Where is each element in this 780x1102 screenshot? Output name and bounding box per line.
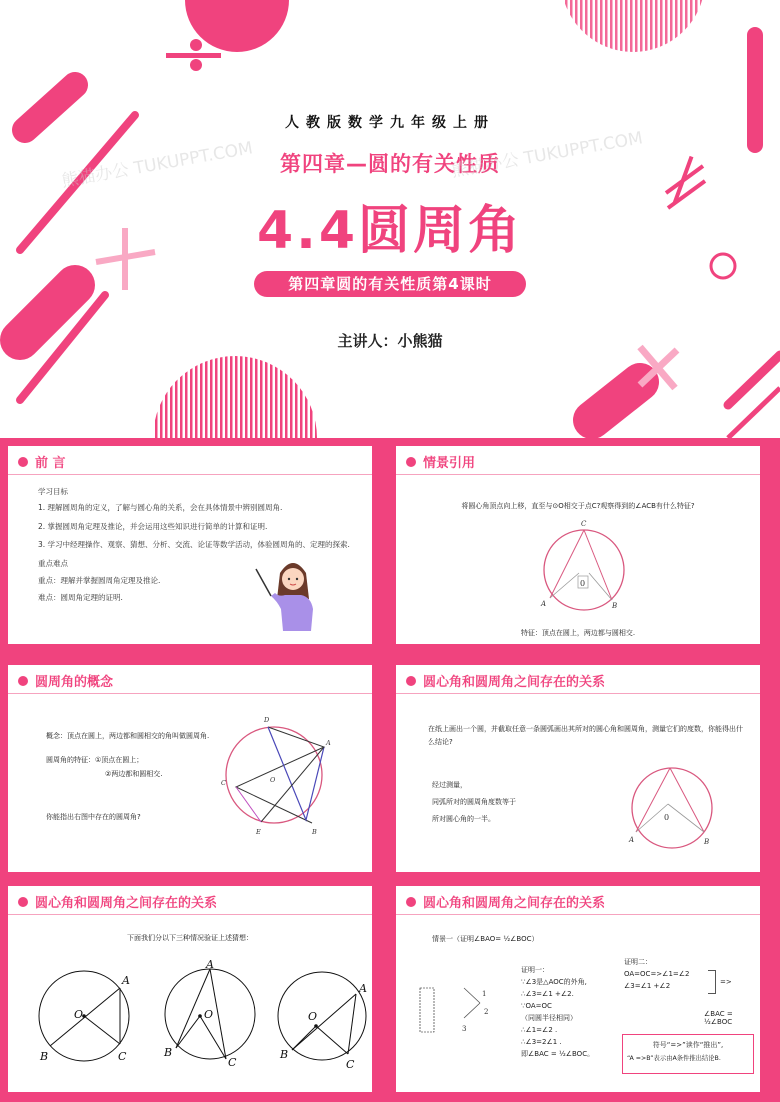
bullet-icon [18,457,28,467]
three-circle-diagrams [26,958,367,1074]
note-line: 符号“=>”读作“推出”, [652,1041,724,1049]
slide-proof [393,883,763,1095]
bullet-icon [406,897,416,907]
label-a: A [122,974,130,987]
title-divider [8,914,372,915]
label-c: C [118,1050,127,1063]
slide-title-text: 圆周角的概念 [35,675,114,690]
key-point: 重点：理解并掌握圆周角定理及推论. [38,576,161,585]
implies-arrow: => [720,978,732,986]
title-divider [8,474,372,475]
title-divider [396,693,760,694]
slide-concept [5,662,375,875]
label-o: 0 [664,813,670,822]
watermark: 熊猫办公 TUKUPPT.COM [60,138,255,192]
label-b: B [704,838,710,846]
goal-item: 2. 掌握圆周角定理及推论，并会运用这些知识进行简单的计算和证明. [38,522,268,531]
goal-item: 1. 理解圆周角的定义，了解与圆心角的关系，会在具体情景中辨别圆周角. [38,503,283,512]
bullet-icon [18,897,28,907]
feature-two: ②两边都和圆相交. [105,770,163,778]
result-line: 经过测量， [432,781,467,789]
proof-line: ∵OA=OC [521,1002,552,1010]
angle-number: 2 [484,1008,489,1016]
difficult-point: 难点：圆周角定理的证明. [38,593,123,602]
label-b: B [312,828,317,836]
proof-line: ∴∠1=∠2 . [521,1026,558,1034]
proof-line: ∠3=∠1 +∠2 [624,982,671,990]
cases-intro: 下面我们分以下三种情况验证上述猜想： [127,934,253,942]
measure-task: 在纸上画出一个圆，并截取任意一条圆弧画出其所对的圆心角和圆周角，测量它们的度数，你能得出什么结论? [428,725,743,746]
proof-line: ∵∠3是△AOC的外角, [521,978,587,986]
proof-line: 即∠BAC = ½∠BOC。 [521,1050,595,1058]
bullet-icon [406,676,416,686]
label-a: A [629,836,635,844]
label-a: A [206,958,214,971]
proof-one [521,964,594,1060]
scenario-feature: 特征：顶点在圆上，两边都与圆相交. [520,629,636,637]
case-heading: 情景一（证明∠BAO= ½∠BOC） [432,935,539,943]
proof-line: ∴∠3=∠1 +∠2. [521,990,574,998]
circle-angles-diagram [216,710,336,840]
slide-title [18,671,113,690]
slide-title [18,452,66,471]
label-b: B [280,1048,289,1061]
slide-title-text: 圆心角和圆周角之间存在的关系 [423,896,606,911]
cover-slide [0,0,780,438]
result-line: 同弧所对的圆周角度数等于 [432,798,516,806]
angle-number: 3 [462,1025,467,1033]
label-e: E [256,828,261,836]
label-c: C [346,1058,355,1071]
proof-line: 证明二： [624,958,652,966]
chapter-title: 第四章—圆的有关性质 [280,152,500,176]
proof-line: ∴∠3=2∠1 . [521,1038,562,1046]
slide-title [406,671,605,690]
title-divider [8,693,372,694]
series-label: 人教版数学九年级上册 [285,115,495,131]
proof-line: （同圆半径相同） [521,1014,577,1022]
feature-one: 圆周角的特征：①顶点在圆上； [46,756,144,764]
brace [708,970,716,994]
slide-title-text: 圆心角和圆周角之间存在的关系 [423,675,606,690]
slide-three-cases [5,883,375,1095]
proof-line: OA=OC=>∠1=∠2 [624,970,690,978]
teacher-illustration [253,551,323,636]
label-c: C [221,779,226,787]
concept-question: 你能指出右图中存在的圆周角? [46,813,141,821]
label-a: A [359,982,367,995]
angle-number: 1 [482,990,487,998]
bullet-icon [18,676,28,686]
lesson-badge: 第四章圆的有关性质第4课时 [254,271,526,297]
label-o: O [308,1010,318,1023]
scenario-question: 将圆心角顶点向上移，直至与⊙O相交于点C?观察得到的∠ACB有什么特征? [461,502,695,510]
slide-preface [5,443,375,647]
goals-heading: 学习目标 [38,487,68,496]
watermark: 熊猫办公 TUKUPPT.COM [450,128,645,182]
notation-box [622,1034,754,1074]
note-line: “A =>B”表示由A条件推出结论B. [627,1055,721,1062]
slide-title-text: 情景引用 [423,456,476,471]
label-c: C [581,520,587,528]
presenter: 主讲人：小熊猫 [337,332,443,350]
circle-diagram [536,518,636,618]
goal-item: 3. 学习中经理操作、观察、猜想、分析、交流、论证等数学活动，体验圆周角的、定理的探索. [38,540,350,549]
bullet-icon [406,457,416,467]
slide-title [406,892,605,911]
proof-two [624,956,690,992]
result-line: 所对圆心角的一半。 [432,815,495,823]
proof-conclusion: ∠BAC = ½∠BOC [704,1010,733,1026]
label-o: 0 [580,579,586,588]
slide-title-text: 圆心角和圆周角之间存在的关系 [35,896,218,911]
slide-title [18,892,217,911]
label-a: A [541,600,547,608]
key-heading: 重点难点 [38,559,68,568]
title-divider [396,914,760,915]
angle-sketch [416,978,501,1048]
proof-line: 证明一： [521,966,549,974]
main-title: 4.4圆周角 [256,201,524,261]
slide-title-text: 前 言 [35,456,66,471]
label-o: O [270,776,276,784]
label-b: B [40,1050,49,1063]
slide-title [406,452,475,471]
label-b: B [612,602,618,610]
circle-diagram [624,760,724,860]
slide-relation-measure [393,662,763,875]
title-divider [396,474,760,475]
label-b: B [164,1046,173,1059]
label-d: D [264,716,270,724]
label-o: O [74,1008,84,1021]
slide-scenario [393,443,763,647]
label-o: O [204,1008,214,1021]
concept-definition: 概念：顶点在圆上，两边都和圆相交的角叫做圆周角. [46,732,210,740]
label-a: A [326,739,331,747]
label-c: C [228,1056,237,1069]
